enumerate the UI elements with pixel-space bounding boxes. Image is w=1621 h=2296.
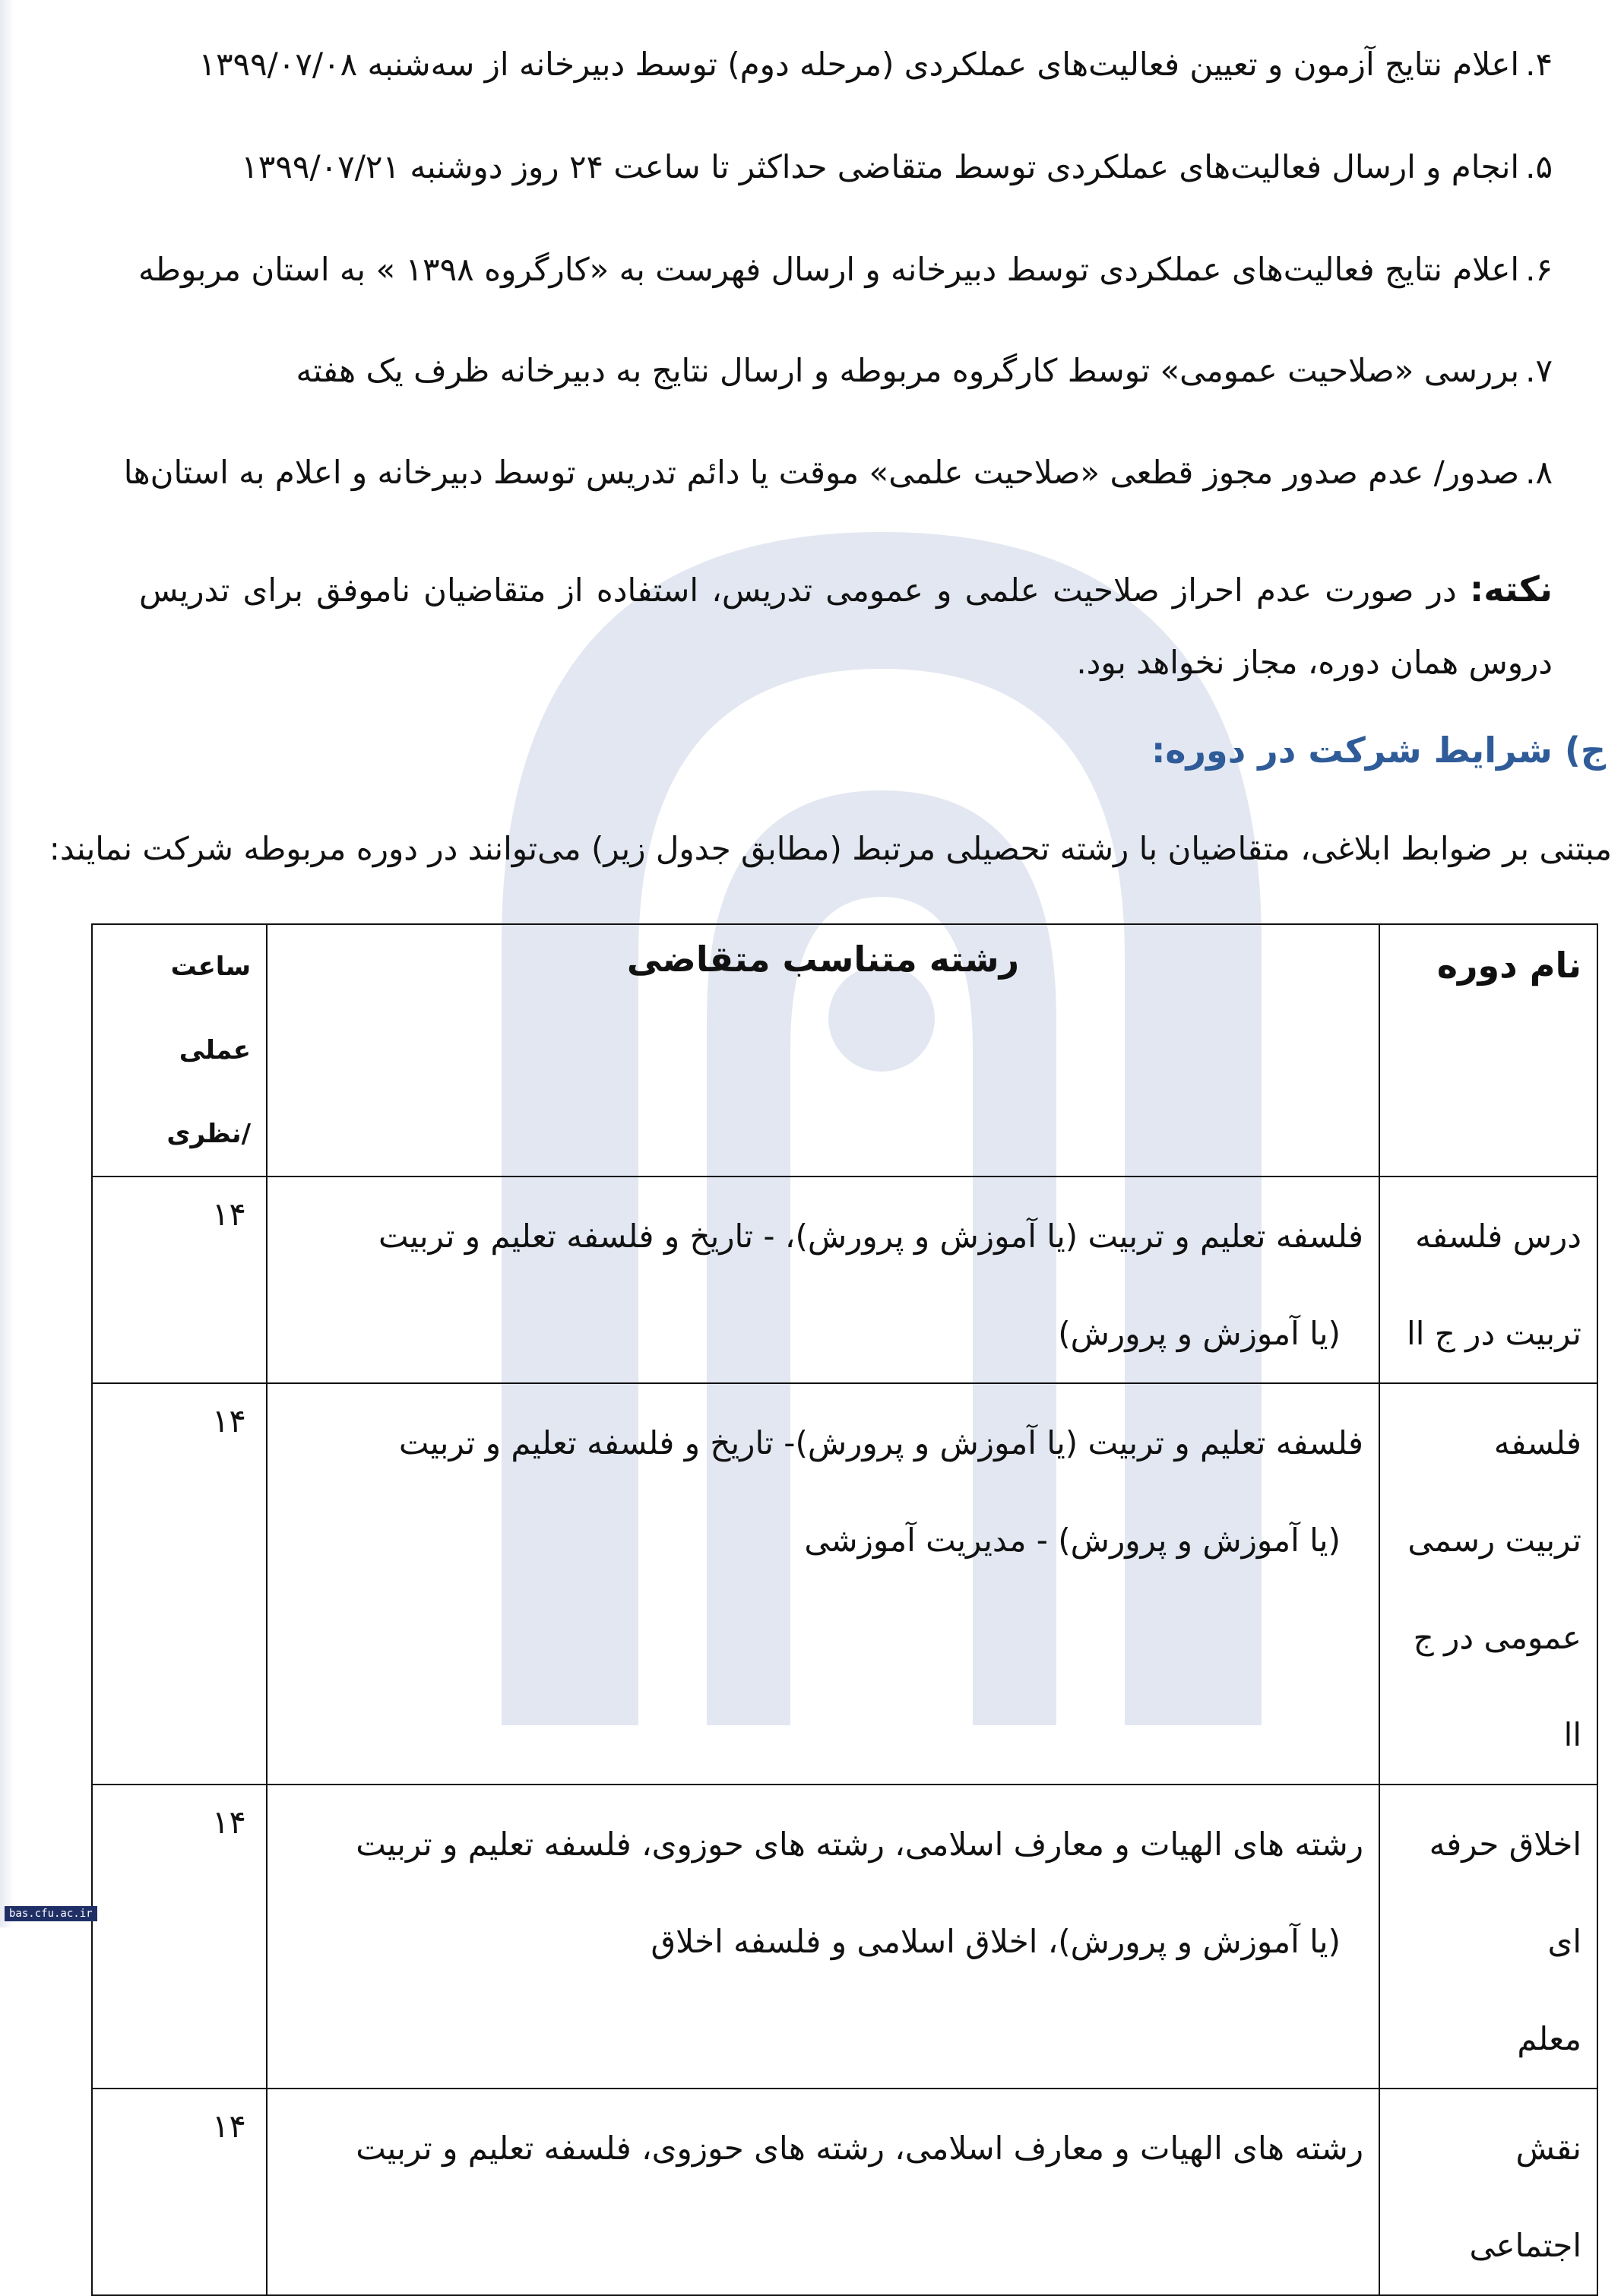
note-label: نکته:: [1469, 568, 1553, 610]
section-intro: مبتنی بر ضوابط ابلاغی، متقاضیان با رشته تحصیلی مرتبط (مطابق جدول زیر) می‌توانند در دوره مربوطه شرکت نمایند:: [49, 830, 1612, 867]
hours-cell: ۱۴: [92, 1177, 267, 1383]
field-cell: رشته های الهیات و معارف اسلامی، رشته های حوزوی، فلسفه تعلیم و تربیت (یا آموزش و پرورش)، اخلاق اسلامی و فلسفه اخلاق: [267, 1785, 1379, 2089]
scan-edge: [0, 0, 14, 1927]
hours-cell: ۱۴: [92, 1785, 267, 2089]
step-item: ۸.صدور/ عدم صدور مجوز قطعی «صلاحیت علمی» موقت یا دائم تدریس توسط دبیرخانه و اعلام به استان‌ها: [123, 454, 1553, 491]
header-applicant-field: رشته متناسب متقاضی: [267, 924, 1379, 1177]
hours-cell: ۱۴: [92, 2089, 267, 2295]
site-footer-tag: bas.cfu.ac.ir: [5, 1906, 97, 1921]
table-row: [92, 1785, 1597, 2089]
header-hours: ساعت عملی /نظری: [92, 924, 267, 1177]
field-cell: فلسفه تعلیم و تربیت (یا آموزش و پرورش)، - تاریخ و فلسفه تعلیم و تربیت (یا آموزش و پرورش): [267, 1177, 1379, 1383]
field-cell: رشته های الهیات و معارف اسلامی، رشته های حوزوی، فلسفه تعلیم و تربیت: [267, 2089, 1379, 2295]
note-text: در صورت عدم احراز صلاحیت علمی و عمومی تدریس، استفاده از متقاضیان ناموفق برای تدریس دروس همان دوره، مجاز نخواهد بود.: [139, 572, 1553, 681]
table-row: [92, 1177, 1597, 1383]
section-heading: ج) شرایط شرکت در دوره:: [1151, 730, 1606, 771]
step-item: ۴.اعلام نتایج آزمون و تعیین فعالیت‌های عملکردی (مرحله دوم) توسط دبیرخانه از سه‌شنبه ۱۳۹۹/۰۷/۰۸: [198, 46, 1553, 83]
course-conditions-table: [91, 923, 1598, 2296]
field-cell: فلسفه تعلیم و تربیت (یا آموزش و پرورش)- تاریخ و فلسفه تعلیم و تربیت (یا آموزش و پرورش) - مدیریت آموزشی: [267, 1383, 1379, 1785]
step-item: ۶.اعلام نتایج فعالیت‌های عملکردی توسط دبیرخانه و ارسال فهرست به «کارگروه ۱۳۹۸ » به استان مربوطه: [138, 251, 1553, 288]
step-item: ۵.انجام و ارسال فعالیت‌های عملکردی توسط متقاضی حداکثر تا ساعت ۲۴ روز دوشنبه ۱۳۹۹/۰۷/۲۱: [241, 148, 1553, 185]
table-row: [92, 1383, 1597, 1785]
course-name-cell: اخلاق حرفه ای معلم: [1379, 1785, 1597, 2089]
course-name-cell: نقش اجتماعی: [1379, 2089, 1597, 2295]
hours-cell: ۱۴: [92, 1383, 267, 1785]
header-course-name: نام دوره: [1379, 924, 1597, 1177]
table-row: [92, 2089, 1597, 2295]
table-header-row: [92, 924, 1597, 1177]
note-paragraph: [139, 553, 1553, 698]
course-name-cell: درس فلسفه تربیت در ج اا: [1379, 1177, 1597, 1383]
step-item: ۷.بررسی «صلاحیت عمومی» توسط کارگروه مربوطه و ارسال نتایج به دبیرخانه ظرف یک هفته: [296, 352, 1553, 389]
course-name-cell: فلسفه تربیت رسمی عمومی در ج اا: [1379, 1383, 1597, 1785]
